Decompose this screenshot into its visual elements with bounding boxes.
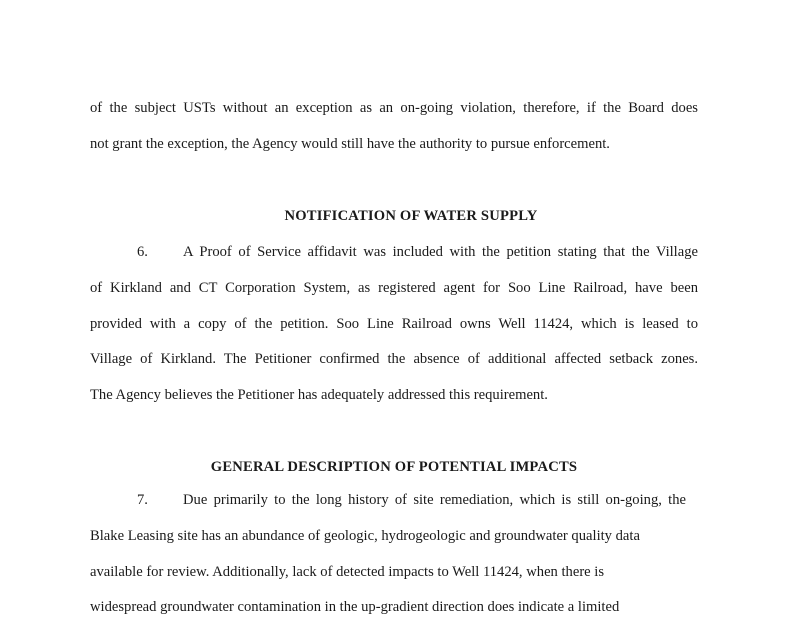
body-text-line: available for review. Additionally, lack of detected impacts to Well 11424, when there is	[90, 564, 605, 580]
body-text-line: of Kirkland and CT Corporation System, as registered agent for Soo Line Railroad, have been	[90, 280, 698, 296]
paragraph-7-first-line	[137, 491, 686, 509]
body-text-line: not grant the exception, the Agency would still have the authority to pursue enforcement.	[90, 136, 610, 152]
section-heading-impacts: GENERAL DESCRIPTION OF POTENTIAL IMPACTS	[210, 459, 578, 475]
body-text-fragment: A Proof of Service affidavit was included with the petition stating that the Village	[183, 244, 698, 260]
body-text-line: provided with a copy of the petition. Soo Line Railroad owns Well 11424, which is leased to	[90, 316, 698, 332]
section-heading-notification: NOTIFICATION OF WATER SUPPLY	[284, 208, 538, 224]
body-text-line: widespread groundwater contamination in the up-gradient direction does indicate a limited	[90, 599, 620, 615]
body-text-line: The Agency believes the Petitioner has adequately addressed this requirement.	[90, 387, 548, 403]
paragraph-6-first-line	[137, 243, 698, 261]
body-text-fragment: Due primarily to the long history of site remediation, which is still on-going, the	[183, 492, 686, 508]
body-text-line: of the subject USTs without an exception as an on-going violation, therefore, if the Board does	[90, 100, 698, 116]
paragraph-number: 7.	[137, 492, 148, 508]
paragraph-number: 6.	[137, 244, 148, 260]
body-text-line: Village of Kirkland. The Petitioner confirmed the absence of additional affected setback zones.	[90, 351, 698, 367]
body-text-line: Blake Leasing site has an abundance of geologic, hydrogeologic and groundwater quality data	[90, 528, 640, 544]
